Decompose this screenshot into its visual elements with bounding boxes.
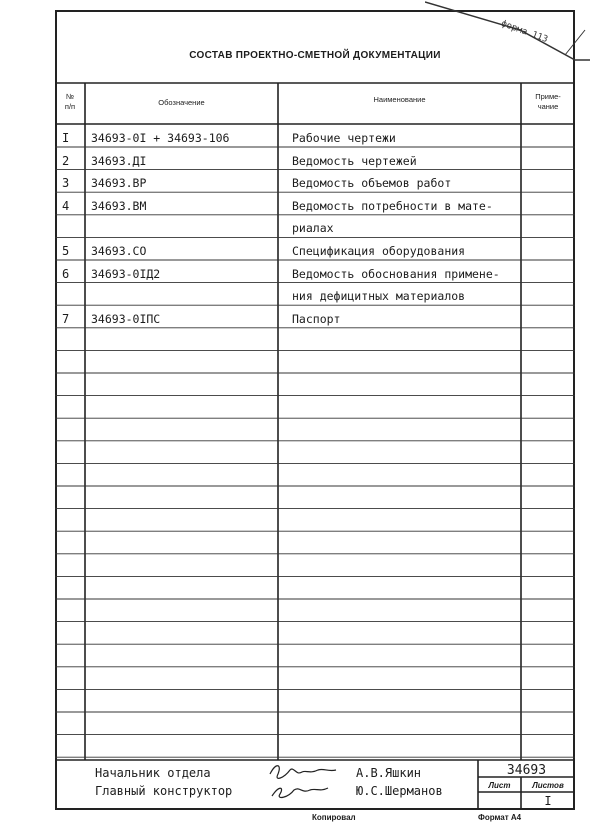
row-name: Ведомость чертежей: [292, 153, 417, 168]
document-title: СОСТАВ ПРОЕКТНО-СМЕТНОЙ ДОКУМЕНТАЦИИ: [189, 50, 441, 61]
row-name: риалах: [292, 221, 334, 236]
row-name: Ведомость объемов работ: [292, 176, 452, 191]
row-name: Спецификация оборудования: [292, 244, 466, 258]
row-designation: 34693-0ІПС: [91, 311, 161, 326]
row-name: Паспорт: [292, 311, 341, 326]
sheet-label: Лист: [488, 781, 511, 790]
col-name: Наименование: [373, 95, 426, 104]
col-designation: Обозначение: [158, 98, 205, 107]
row-number: 3: [62, 176, 70, 191]
row-designation: 34693.ВР: [91, 176, 147, 191]
row-designation: 34693-0ІД2: [91, 266, 161, 281]
row-number: 4: [62, 198, 70, 213]
sheets-label: Листов: [532, 781, 564, 790]
role-department-head: Начальник отдела: [95, 766, 211, 780]
row-designation: 34693.ДI: [91, 153, 147, 168]
col-num-line1: №: [65, 92, 75, 101]
col-num-line2: п/п: [64, 102, 76, 111]
row-number: 7: [62, 311, 70, 326]
col-note-line1: Приме-: [535, 92, 561, 101]
sheets-value: I: [544, 794, 552, 808]
row-name: ния дефицитных материалов: [292, 289, 466, 304]
copied-label: Копировал: [312, 813, 356, 822]
signer-name-1: А.В.Яшкин: [356, 766, 422, 780]
row-number: 5: [62, 244, 70, 258]
row-number: 6: [62, 266, 70, 281]
row-number: 2: [62, 153, 70, 168]
row-name: Ведомость потребности в мате-: [292, 198, 493, 213]
row-name: Ведомость обоснования примене-: [292, 266, 500, 281]
document-code: 34693: [506, 763, 547, 778]
role-chief-designer: Главный конструктор: [95, 784, 233, 798]
row-designation: 34693.СО: [91, 244, 147, 258]
row-designation: 34693.ВМ: [91, 198, 147, 213]
row-number: I: [62, 131, 70, 145]
signatures: [266, 760, 346, 804]
format-label: Формат А4: [478, 813, 522, 822]
col-note-line2: чание: [537, 102, 559, 111]
signer-name-2: Ю.С.Шерманов: [356, 784, 443, 798]
stamp-text: форма 113: [499, 18, 550, 46]
row-designation: 34693-0I + 34693-106: [91, 131, 230, 145]
row-name: Рабочие чертежи: [292, 131, 396, 145]
